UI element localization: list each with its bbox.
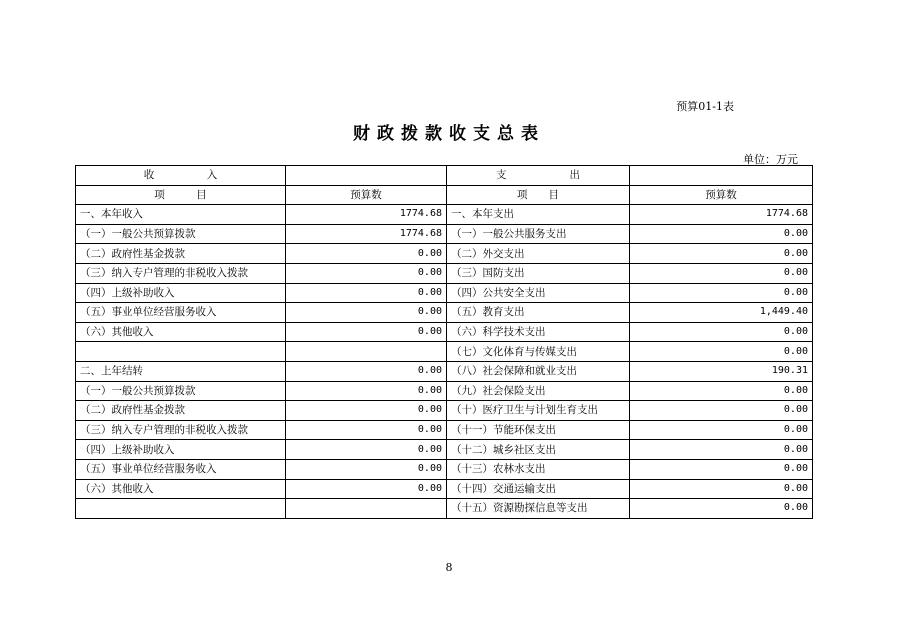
income-budget-cell: 1774.68 bbox=[286, 205, 447, 225]
table-row bbox=[76, 263, 813, 283]
income-budget-cell: 0.00 bbox=[286, 440, 447, 460]
income-group-header-blank bbox=[286, 166, 447, 186]
income-budget-cell: 0.00 bbox=[286, 459, 447, 479]
income-budget-cell: 0.00 bbox=[286, 361, 447, 381]
expense-item-cell: （十三）农林水支出 bbox=[447, 459, 630, 479]
expense-budget-cell: 0.00 bbox=[630, 244, 813, 264]
table-row bbox=[76, 420, 813, 440]
expense-budget-cell: 1774.68 bbox=[630, 205, 813, 225]
table-row bbox=[76, 459, 813, 479]
expense-item-cell: （十四）交通运输支出 bbox=[447, 479, 630, 499]
income-budget-cell: 0.00 bbox=[286, 381, 447, 401]
table-row bbox=[76, 303, 813, 323]
income-budget-cell bbox=[286, 499, 447, 519]
income-item-cell: 一、本年收入 bbox=[76, 205, 286, 225]
income-item-cell: （一）一般公共预算拨款 bbox=[76, 381, 286, 401]
expense-budget-cell: 0.00 bbox=[630, 322, 813, 342]
expense-budget-cell: 0.00 bbox=[630, 459, 813, 479]
page-title: 财政拨款收支总表 bbox=[353, 124, 545, 144]
expense-budget-cell: 0.00 bbox=[630, 420, 813, 440]
expense-group-header: 支 出 bbox=[447, 166, 630, 186]
page-number: 8 bbox=[445, 561, 453, 574]
table-row bbox=[76, 342, 813, 362]
table-group-header-row bbox=[76, 166, 813, 186]
expense-item-cell: （十五）资源勘探信息等支出 bbox=[447, 499, 630, 519]
table-row bbox=[76, 224, 813, 244]
table-row bbox=[76, 283, 813, 303]
unit-label: 单位：万元 bbox=[743, 153, 798, 166]
table-row bbox=[76, 440, 813, 460]
expense-group-header-blank bbox=[630, 166, 813, 186]
table-row bbox=[76, 361, 813, 381]
income-item-cell: （六）其他收入 bbox=[76, 322, 286, 342]
income-group-header: 收 入 bbox=[76, 166, 286, 186]
income-item-cell: （二）政府性基金拨款 bbox=[76, 244, 286, 264]
expense-budget-cell: 0.00 bbox=[630, 440, 813, 460]
income-item-cell bbox=[76, 342, 286, 362]
expense-item-cell: （五）教育支出 bbox=[447, 303, 630, 323]
income-item-cell: （五）事业单位经营服务收入 bbox=[76, 303, 286, 323]
income-budget-cell: 0.00 bbox=[286, 322, 447, 342]
income-budget-cell: 0.00 bbox=[286, 479, 447, 499]
expense-item-cell: （十）医疗卫生与计划生育支出 bbox=[447, 401, 630, 421]
income-item-cell: （一）一般公共预算拨款 bbox=[76, 224, 286, 244]
expense-item-cell: 一、本年支出 bbox=[447, 205, 630, 225]
document-number: 预算01-1表 bbox=[676, 100, 734, 113]
expense-item-cell: （一）一般公共服务支出 bbox=[447, 224, 630, 244]
table-row bbox=[76, 401, 813, 421]
expense-item-cell: （三）国防支出 bbox=[447, 263, 630, 283]
expense-budget-cell: 0.00 bbox=[630, 499, 813, 519]
expense-budget-cell: 1,449.40 bbox=[630, 303, 813, 323]
expense-item-header: 项 目 bbox=[447, 185, 630, 205]
income-budget-cell: 0.00 bbox=[286, 303, 447, 323]
income-item-cell: （五）事业单位经营服务收入 bbox=[76, 459, 286, 479]
expense-item-cell: （八）社会保障和就业支出 bbox=[447, 361, 630, 381]
table-row bbox=[76, 322, 813, 342]
table-row bbox=[76, 499, 813, 519]
income-item-cell: （三）纳入专户管理的非税收入拨款 bbox=[76, 263, 286, 283]
income-item-header: 项 目 bbox=[76, 185, 286, 205]
income-item-cell: 二、上年结转 bbox=[76, 361, 286, 381]
expense-budget-cell: 0.00 bbox=[630, 401, 813, 421]
expense-budget-cell: 0.00 bbox=[630, 263, 813, 283]
income-item-cell: （四）上级补助收入 bbox=[76, 283, 286, 303]
expense-item-cell: （九）社会保险支出 bbox=[447, 381, 630, 401]
income-budget-cell: 0.00 bbox=[286, 401, 447, 421]
expense-item-cell: （二）外交支出 bbox=[447, 244, 630, 264]
table-row bbox=[76, 479, 813, 499]
income-item-cell: （六）其他收入 bbox=[76, 479, 286, 499]
expense-budget-cell: 190.31 bbox=[630, 361, 813, 381]
income-item-cell: （二）政府性基金拨款 bbox=[76, 401, 286, 421]
expense-item-cell: （十二）城乡社区支出 bbox=[447, 440, 630, 460]
table-column-header-row bbox=[76, 185, 813, 205]
expense-item-cell: （六）科学技术支出 bbox=[447, 322, 630, 342]
table-row bbox=[76, 244, 813, 264]
income-item-cell: （三）纳入专户管理的非税收入拨款 bbox=[76, 420, 286, 440]
expense-budget-header: 预算数 bbox=[630, 185, 813, 205]
income-budget-cell: 0.00 bbox=[286, 244, 447, 264]
expense-item-cell: （十一）节能环保支出 bbox=[447, 420, 630, 440]
expense-item-cell: （七）文化体育与传媒支出 bbox=[447, 342, 630, 362]
expense-budget-cell: 0.00 bbox=[630, 479, 813, 499]
table-row bbox=[76, 205, 813, 225]
income-item-cell: （四）上级补助收入 bbox=[76, 440, 286, 460]
income-budget-cell: 0.00 bbox=[286, 263, 447, 283]
expense-item-cell: （四）公共安全支出 bbox=[447, 283, 630, 303]
income-budget-cell: 0.00 bbox=[286, 283, 447, 303]
income-budget-cell bbox=[286, 342, 447, 362]
expense-budget-cell: 0.00 bbox=[630, 342, 813, 362]
expense-budget-cell: 0.00 bbox=[630, 381, 813, 401]
table-row bbox=[76, 381, 813, 401]
budget-summary-table bbox=[75, 165, 813, 519]
expense-budget-cell: 0.00 bbox=[630, 224, 813, 244]
income-budget-cell: 0.00 bbox=[286, 420, 447, 440]
income-budget-cell: 1774.68 bbox=[286, 224, 447, 244]
expense-budget-cell: 0.00 bbox=[630, 283, 813, 303]
income-budget-header: 预算数 bbox=[286, 185, 447, 205]
income-item-cell bbox=[76, 499, 286, 519]
